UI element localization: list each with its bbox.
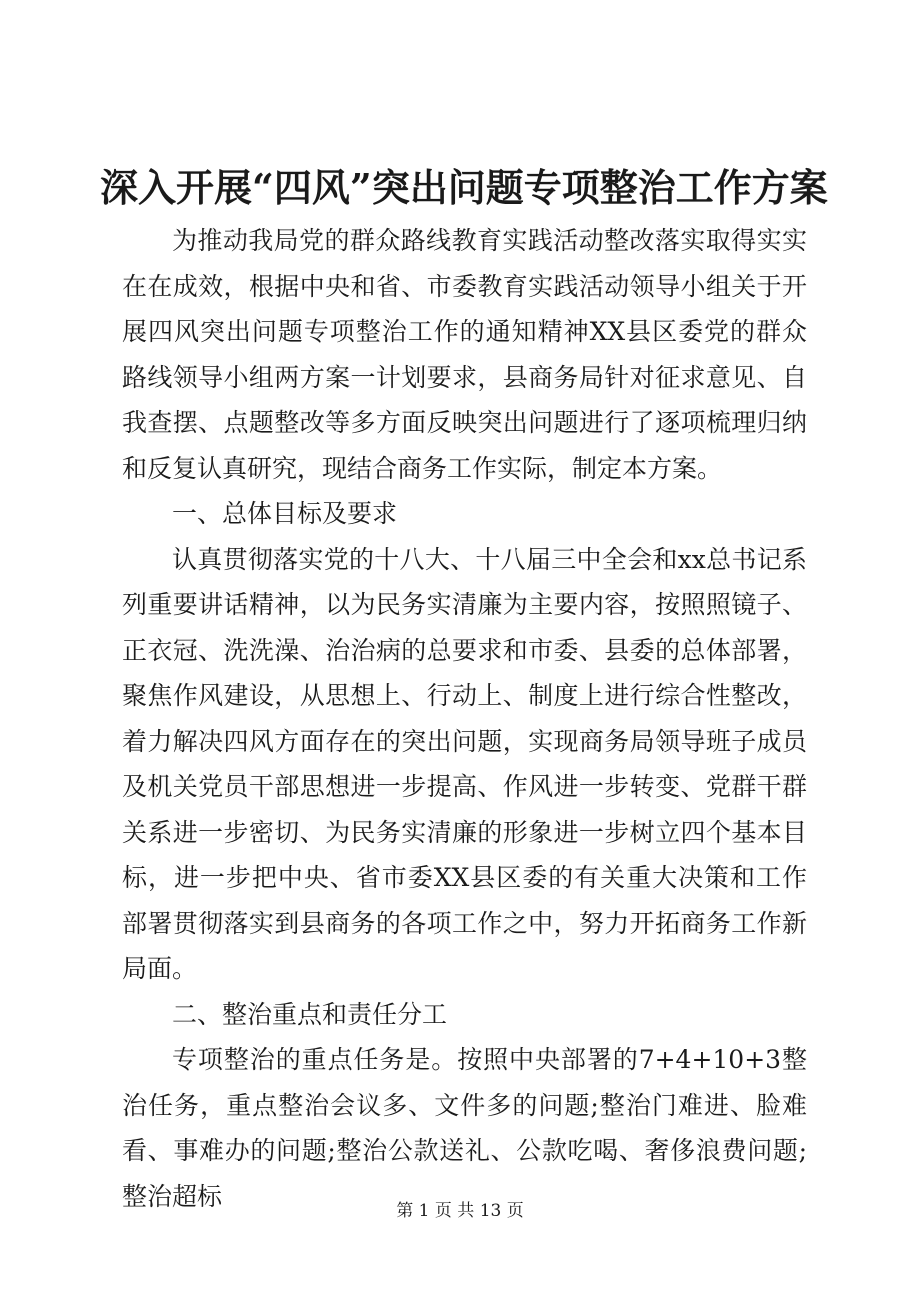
paragraph-intro: 为推动我局党的群众路线教育实践活动整改落实取得实实在在成效，根据中央和省、市委教育实践活动领导小组关于开展四风突出问题专项整治工作的通知精神XX县区委党的群众路线领导小组两方案一计划要求，县商务局针对征求意见、自我查摆、点题整改等多方面反映突出问题进行了逐项梳理归纳和反复认真研究，现结合商务工作实际，制定本方案。 <box>122 226 807 483</box>
section-heading-2: 二、整治重点和责任分工 <box>172 999 448 1029</box>
paragraph-focus: 专项整治的重点任务是。按照中央部署的7+4+10+3整治任务，重点整治会议多、文件多的问题;整治门难进、脸难看、事难办的问题;整治公款送礼、公款吃喝、奢侈浪费问题;整治超标 <box>122 1045 807 1211</box>
section-heading-1: 一、总体目标及要求 <box>172 499 398 528</box>
paragraph-goals: 认真贯彻落实党的十八大、十八届三中全会和xx总书记系列重要讲话精神，以为民务实清廉为主要内容，按照照镜子、正衣冠、洗洗澡、治治病的总要求和市委、县委的总体部署，聚焦作风建设，从思想上、行动上、制度上进行综合性整改，着力解决四风方面存在的突出问题，实现商务局领导班子成员及机关党员干部思想进一步提高、作风进一步转变、党群干群关系进一步密切、为民务实清廉的形象进一步树立四个基本目标，进一步把中央、省市委XX县区委的有关重大决策和工作部署贯彻落实到县商务的各项工作之中，努力开拓商务工作新局面。 <box>122 544 807 983</box>
page-footer: 第 1 页 共 13 页 <box>396 1201 524 1221</box>
document-title: 深入开展“四风”突出问题专项整治工作方案 <box>100 165 828 210</box>
document-body <box>122 218 807 1219</box>
